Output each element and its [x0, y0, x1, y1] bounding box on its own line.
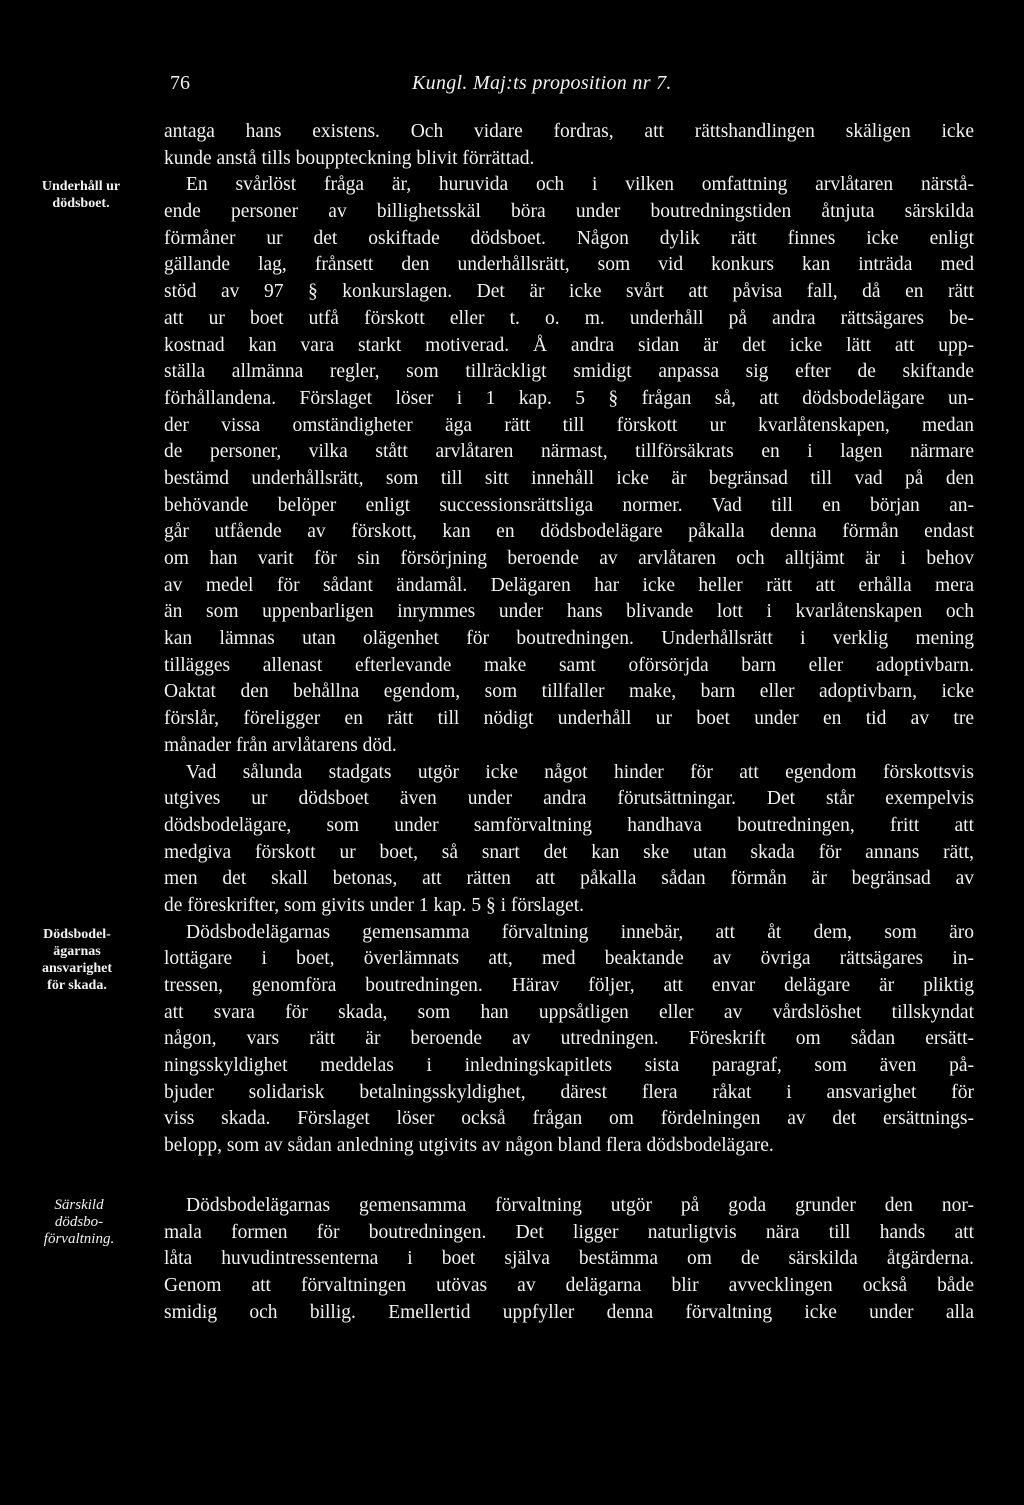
text-line: viss skada. Förslaget löser också frågan om fördelningen av det ersättnings-	[164, 1108, 974, 1130]
text-line: kostnad kan vara starkt motiverad. Å andra sidan är det icke lätt att upp-	[164, 334, 974, 356]
text-line: behövande belöper enligt successionsrättsliga normer. Vad till en början an-	[164, 494, 974, 516]
text-line: gällande lag, frånsett den underhållsrätt, som vid konkurs kan inträda med	[164, 254, 974, 276]
text-line: förslår, föreligger en rätt till nödigt underhåll ur boet under en tid av tre	[164, 708, 974, 730]
page-number: 76	[170, 72, 190, 94]
margin-note-underhall: Underhåll ur dödsboet.	[41, 179, 121, 211]
text-line: Dödsbodelägarnas gemensamma förvaltning utgör på goda grunder den nor-	[186, 1195, 974, 1216]
margin-note-sarskild-forvaltning: Särskild dödsbo- förvaltning.	[43, 1197, 115, 1247]
text-line: utgives ur dödsboet även under andra förutsättningar. Det står exempelvis	[164, 788, 974, 810]
text-line: månader från arvlåtarens död.	[164, 734, 397, 756]
text-line: smidig och billig. Emellertid uppfyller denna förvaltning icke under alla	[164, 1301, 974, 1323]
text-line: tillägges allenast efterlevande make samt oförsörjda barn eller adoptivbarn.	[164, 654, 974, 676]
text-line: någon, vars rätt är beroende av utredningen. Föreskrift om sådan ersätt-	[164, 1028, 974, 1050]
text-line: ställa allmänna regler, som tillräckligt smidigt anpassa sig efter de skiftande	[164, 361, 974, 383]
text-line: än som uppenbarligen inrymmes under hans blivande lott i kvarlåtenskapen och	[164, 601, 974, 623]
text-line: de personer, vilka stått arvlåtaren närmast, tillförsäkrats en i lagen närmare	[164, 441, 974, 463]
text-line: går utfående av förskott, kan en dödsbodelägare påkalla denna förmån endast	[164, 521, 974, 543]
text-line: der vissa omständigheter äga rätt till förskott ur kvarlåtenskapen, medan	[164, 414, 974, 436]
text-line: En svårlöst fråga är, huruvida och i vilken omfattning arvlåtaren närstå-	[186, 174, 974, 196]
text-line: bestämd underhållsrätt, som till sitt innehåll icke är begränsad till vad på den	[164, 467, 974, 489]
text-line: förmåner ur det oskiftade dödsboet. Någon dylik rätt finnes icke enligt	[164, 227, 974, 249]
text-line: antaga hans existens. Och vidare fordras, att rättshandlingen skäligen icke	[164, 121, 974, 142]
text-line: bjuder solidarisk betalningsskyldighet, därest flera råkat i ansvarighet för	[164, 1081, 974, 1103]
text-line: att ur boet utfå förskott eller t. o. m. underhåll på andra rättsägares be-	[164, 307, 974, 329]
text-line: Dödsbodelägarnas gemensamma förvaltning innebär, att åt dem, som äro	[186, 921, 974, 943]
text-line: att svara för skada, som han uppsåtligen eller av vårdslöshet tillskyndat	[164, 1001, 974, 1023]
text-line: men det skall betonas, att rätten att påkalla sådan förmån är begränsad av	[164, 868, 974, 890]
text-line: om han varit för sin försörjning beroende av arvlåtaren och alltjämt är i behov	[164, 548, 974, 569]
text-line: de föreskrifter, som givits under 1 kap. 5 § i förslaget.	[164, 894, 584, 916]
text-line: förhållandena. Förslaget löser i 1 kap. 5 § frågan så, att dödsbodelägare un-	[164, 387, 974, 409]
text-line: kunde anstå tills bouppteckning blivit förrättad.	[164, 147, 535, 169]
page-header	[0, 72, 1024, 102]
body-text-sarskild	[164, 1193, 974, 1326]
text-line: Oaktat den behållna egendom, som tillfaller make, barn eller adoptivbarn, icke	[164, 681, 974, 703]
text-line: medgiva förskott ur boet, så snart det kan ske utan skada för annans rätt,	[164, 841, 974, 863]
text-line: lottägare i boet, överlämnats att, med beaktande av övriga rättsägares in-	[164, 948, 974, 970]
margin-note-dodsbodelagarnas-ansvarighet: Dödsbodel- ägarnas ansvarighet för skada.	[42, 927, 112, 993]
text-line: Genom att förvaltningen utövas av delägarna blir avvecklingen också både	[164, 1275, 974, 1297]
text-line: tressen, genomföra boutredningen. Härav följer, att envar delägare är pliktig	[164, 975, 974, 996]
body-text-main	[164, 119, 974, 1160]
text-line: låta huvudintressenterna i boet själva bestämma om de särskilda åtgärderna.	[164, 1248, 974, 1270]
text-line: av medel för sådant ändamål. Delägaren har icke heller rätt att erhålla mera	[164, 574, 974, 596]
text-line: stöd av 97 § konkurslagen. Det är icke svårt att påvisa fall, då en rätt	[164, 281, 974, 303]
text-line: belopp, som av sådan anledning utgivits av någon bland flera dödsbodelägare.	[164, 1135, 774, 1157]
running-title: Kungl. Maj:ts proposition nr 7.	[412, 72, 672, 94]
text-line: dödsbodelägare, som under samförvaltning handhava boutredningen, fritt att	[164, 814, 974, 836]
text-line: Vad sålunda stadgats utgör icke något hinder för att egendom förskottsvis	[186, 761, 974, 783]
text-line: mala formen för boutredningen. Det ligger naturligtvis nära till hands att	[164, 1221, 974, 1243]
text-line: kan lämnas utan olägenhet för boutredningen. Underhållsrätt i verklig mening	[164, 628, 974, 650]
text-line: ningsskyldighet meddelas i inledningskapitlets sista paragraf, som även på-	[164, 1055, 974, 1077]
text-line: ende personer av billighetsskäl böra under boutredningstiden åtnjuta särskilda	[164, 201, 974, 223]
